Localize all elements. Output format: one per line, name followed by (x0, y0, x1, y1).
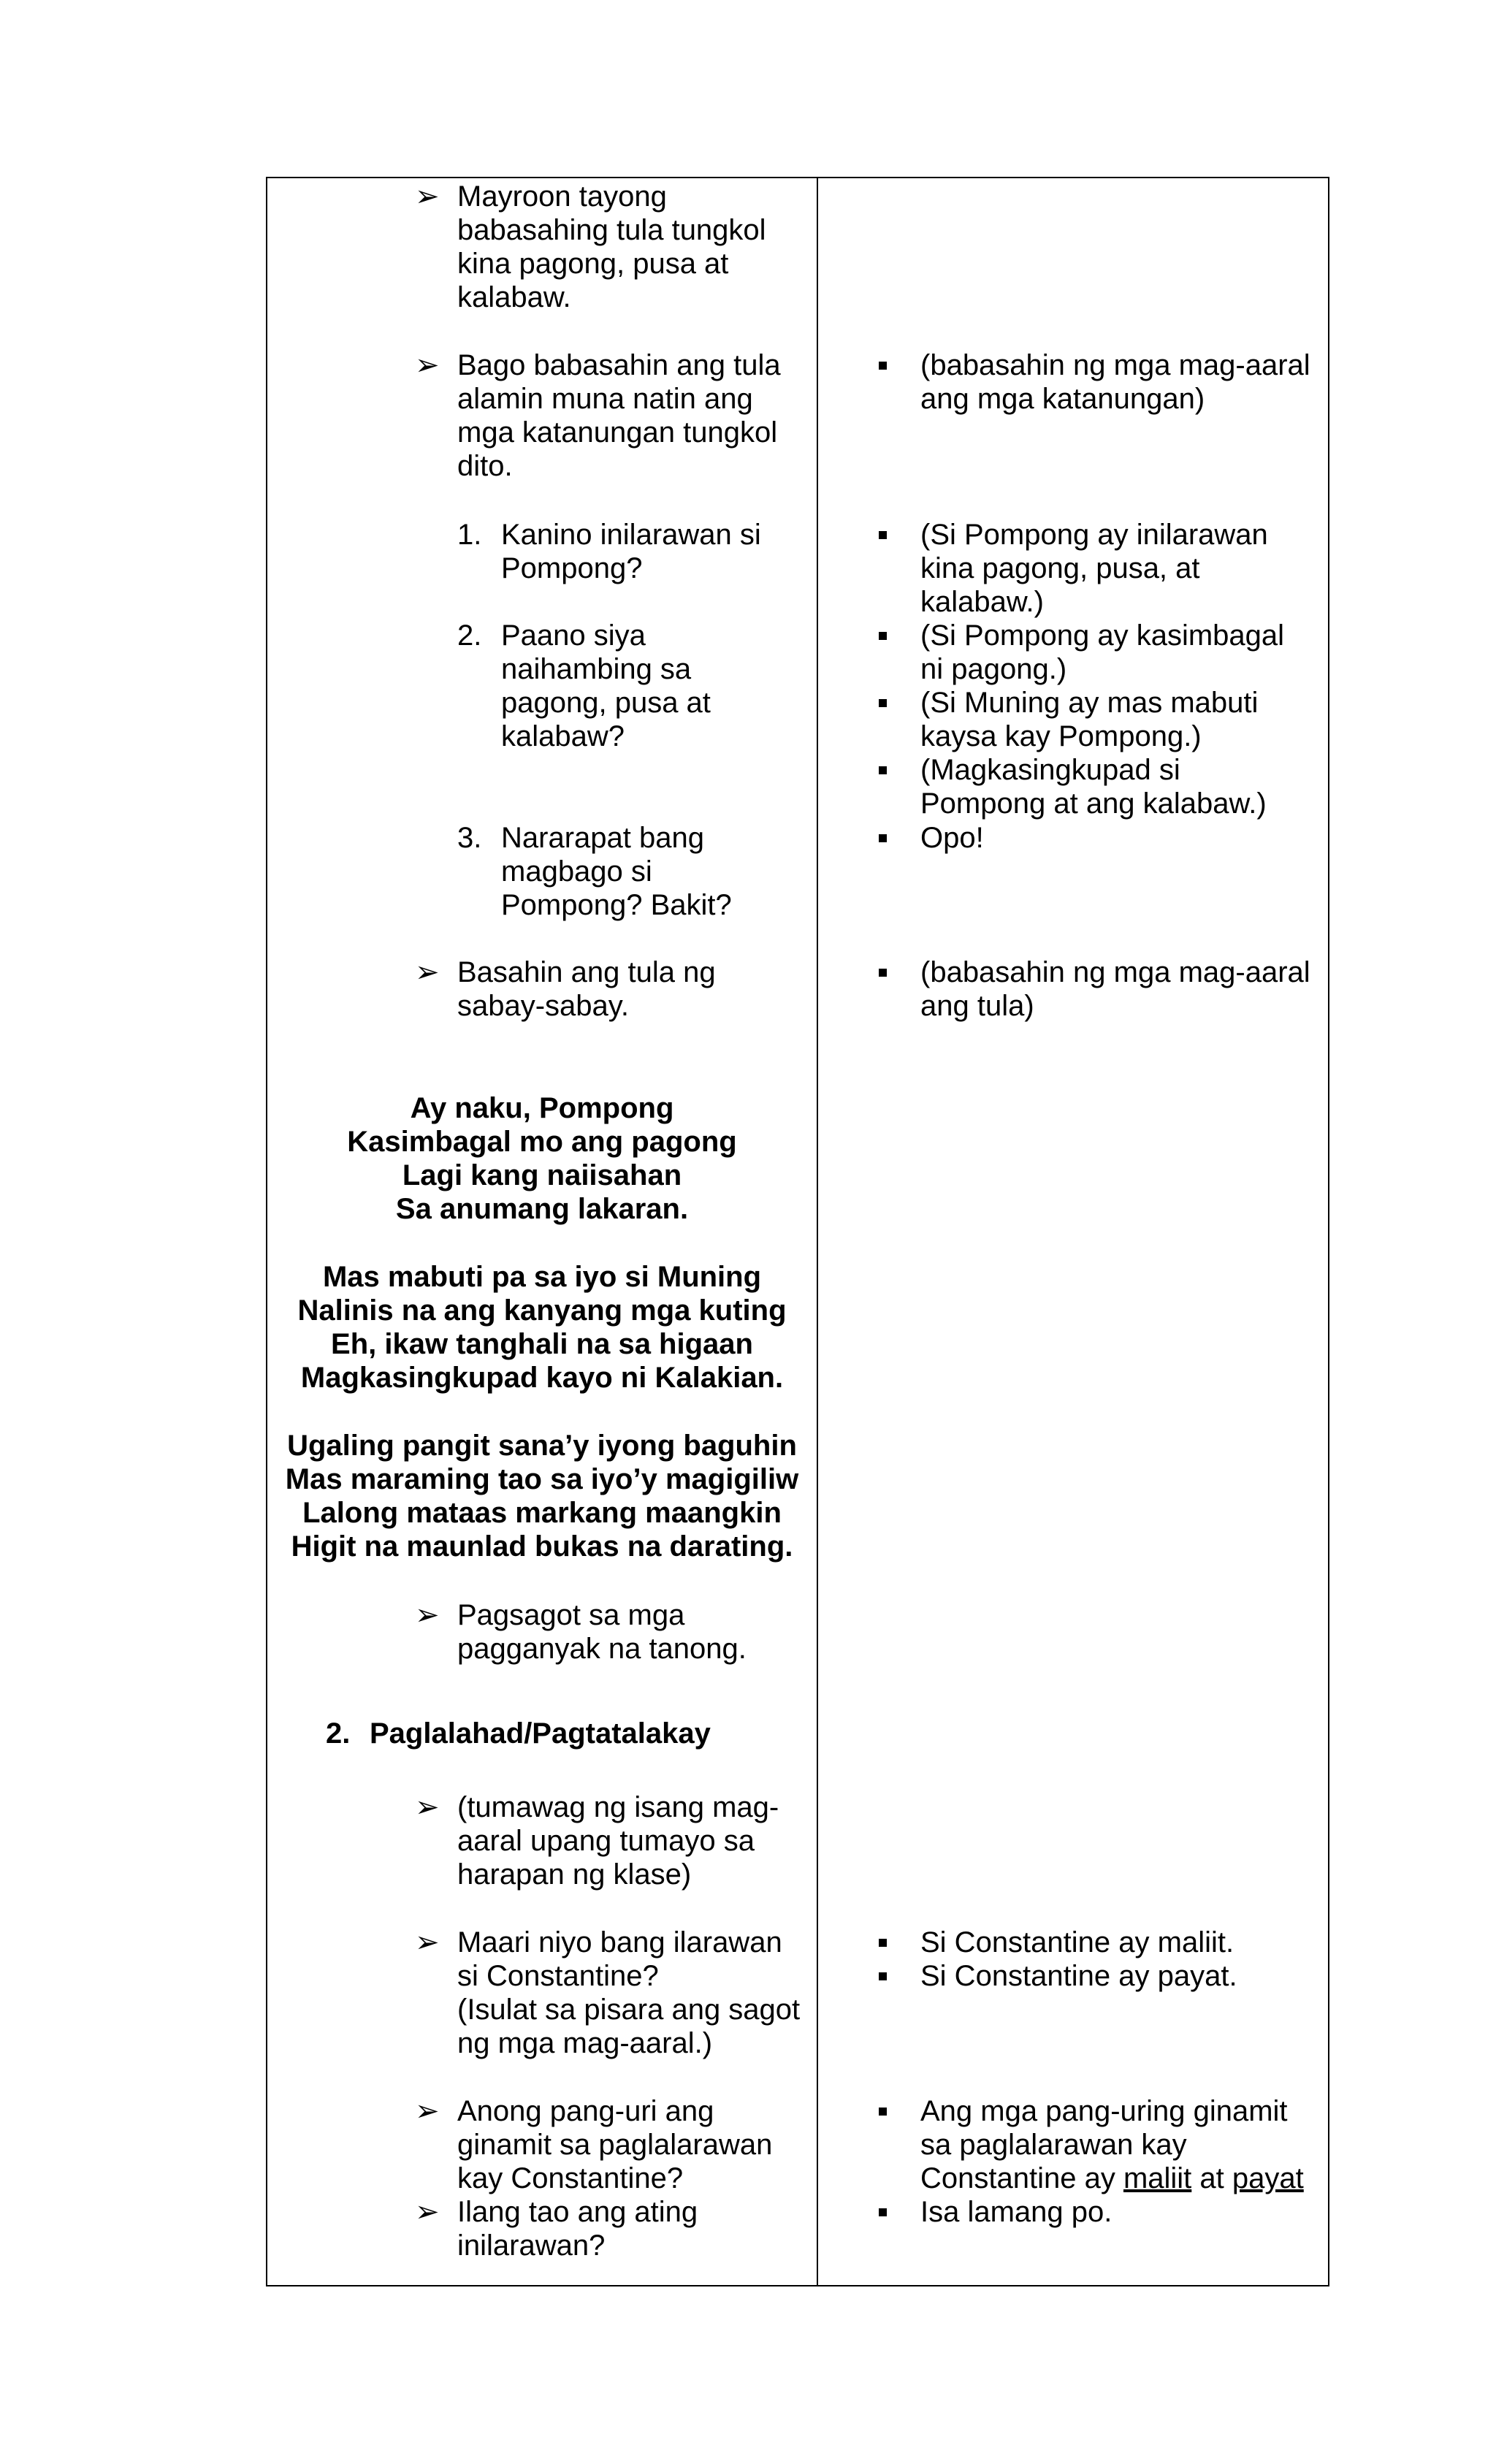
adjective-question: Anong pang-uri ang ginamit sa paglalarawan kay Constantine? (457, 2095, 773, 2194)
question-number: 3. (457, 822, 482, 854)
arrow-bullet-icon: ➢ (415, 1791, 440, 1823)
square-bullet-icon (879, 531, 887, 539)
section-number: 2. (326, 1717, 351, 1750)
poem-stanza-2: Mas mabuti pa sa iyo si Muning Nalinis na ang kanyang mga kuting Eh, ikaw tanghali na sa higaan Magkasingkupad kayo ni Kalakian. (297, 1261, 787, 1394)
square-bullet-icon (879, 766, 887, 774)
question-1: Kanino inilarawan si Pompong? (501, 519, 761, 584)
question-2: Paano siya naihambing sa pagong, pusa at kalabaw? (501, 619, 711, 752)
arrow-bullet-icon: ➢ (415, 1926, 440, 1958)
response-answer-1: (Si Pompong ay inilarawan kina pagong, pusa, at kalabaw.) (920, 519, 1268, 618)
square-bullet-icon (879, 2208, 887, 2216)
response-answer-2b: (Si Muning ay mas mabuti kaysa kay Pompong.) (920, 687, 1259, 752)
square-bullet-icon (879, 1972, 887, 1980)
call-student-text: (tumawag ng isang mag- aaral upang tumayo sa harapan ng klase) (457, 1791, 779, 1891)
square-bullet-icon (879, 699, 887, 707)
square-bullet-icon (879, 362, 887, 370)
count-question: Ilang tao ang ating inilarawan? (457, 2196, 698, 2262)
response-count: Isa lamang po. (920, 2196, 1113, 2228)
response-answer-3: Opo! (920, 822, 984, 854)
lesson-plan-table (266, 177, 1329, 2286)
poem-stanza-1: Ay naku, Pompong Kasimbagal mo ang pagong Lagi kang naiisahan Sa anumang lakaran. (347, 1092, 737, 1225)
question-3: Nararapat bang magbago si Pompong? Bakit? (501, 822, 732, 921)
response-read-questions: (babasahin ng mga mag-aaral ang mga katanungan) (920, 349, 1310, 415)
intro-text: Mayroon tayong babasahing tula tungkol kina pagong, pusa at kalabaw. (457, 180, 766, 313)
response-read-poem: (babasahin ng mga mag-aaral ang tula) (920, 956, 1310, 1022)
underlined-word: maliit (1123, 2162, 1192, 2194)
square-bullet-icon (879, 969, 887, 977)
arrow-bullet-icon: ➢ (415, 349, 440, 381)
square-bullet-icon (879, 2108, 887, 2116)
arrow-bullet-icon: ➢ (415, 2196, 440, 2228)
response-describe-1: Si Constantine ay maliit. (920, 1926, 1234, 1958)
square-bullet-icon (879, 632, 887, 640)
answer-questions-text: Pagsagot sa mga pagganyak na tanong. (457, 1599, 747, 1665)
underlined-word: payat (1232, 2162, 1304, 2194)
arrow-bullet-icon: ➢ (415, 180, 440, 213)
response-describe-2: Si Constantine ay payat. (920, 1960, 1237, 1992)
arrow-bullet-icon: ➢ (415, 2095, 440, 2127)
square-bullet-icon (879, 1939, 887, 1947)
arrow-bullet-icon: ➢ (415, 956, 440, 988)
arrow-bullet-icon: ➢ (415, 1599, 440, 1631)
response-answer-2a: (Si Pompong ay kasimbagal ni pagong.) (920, 619, 1285, 685)
question-number: 1. (457, 519, 482, 551)
response-adjectives: Ang mga pang-uring ginamit sa paglalarawan kay Constantine ay maliit at payat (920, 2095, 1304, 2194)
question-number: 2. (457, 619, 482, 652)
before-reading-text: Bago babasahin ang tula alamin muna natin ang mga katanungan tungkol dito. (457, 349, 781, 482)
square-bullet-icon (879, 834, 887, 842)
read-instruction: Basahin ang tula ng sabay-sabay. (457, 956, 716, 1022)
describe-question: Maari niyo bang ilarawan si Constantine? (Isulat sa pisara ang sagot ng mga mag-aaral.) (457, 1926, 801, 2059)
poem-stanza-3: Ugaling pangit sana’y iyong baguhin Mas maraming tao sa iyo’y magigiliw Lalong mataas markang maangkin Higit na maunlad bukas na darating. (285, 1430, 799, 1563)
section-heading: Paglalahad/Pagtatalakay (370, 1717, 711, 1750)
column-divider (817, 178, 818, 2285)
response-answer-2c: (Magkasingkupad si Pompong at ang kalabaw.) (920, 754, 1267, 820)
